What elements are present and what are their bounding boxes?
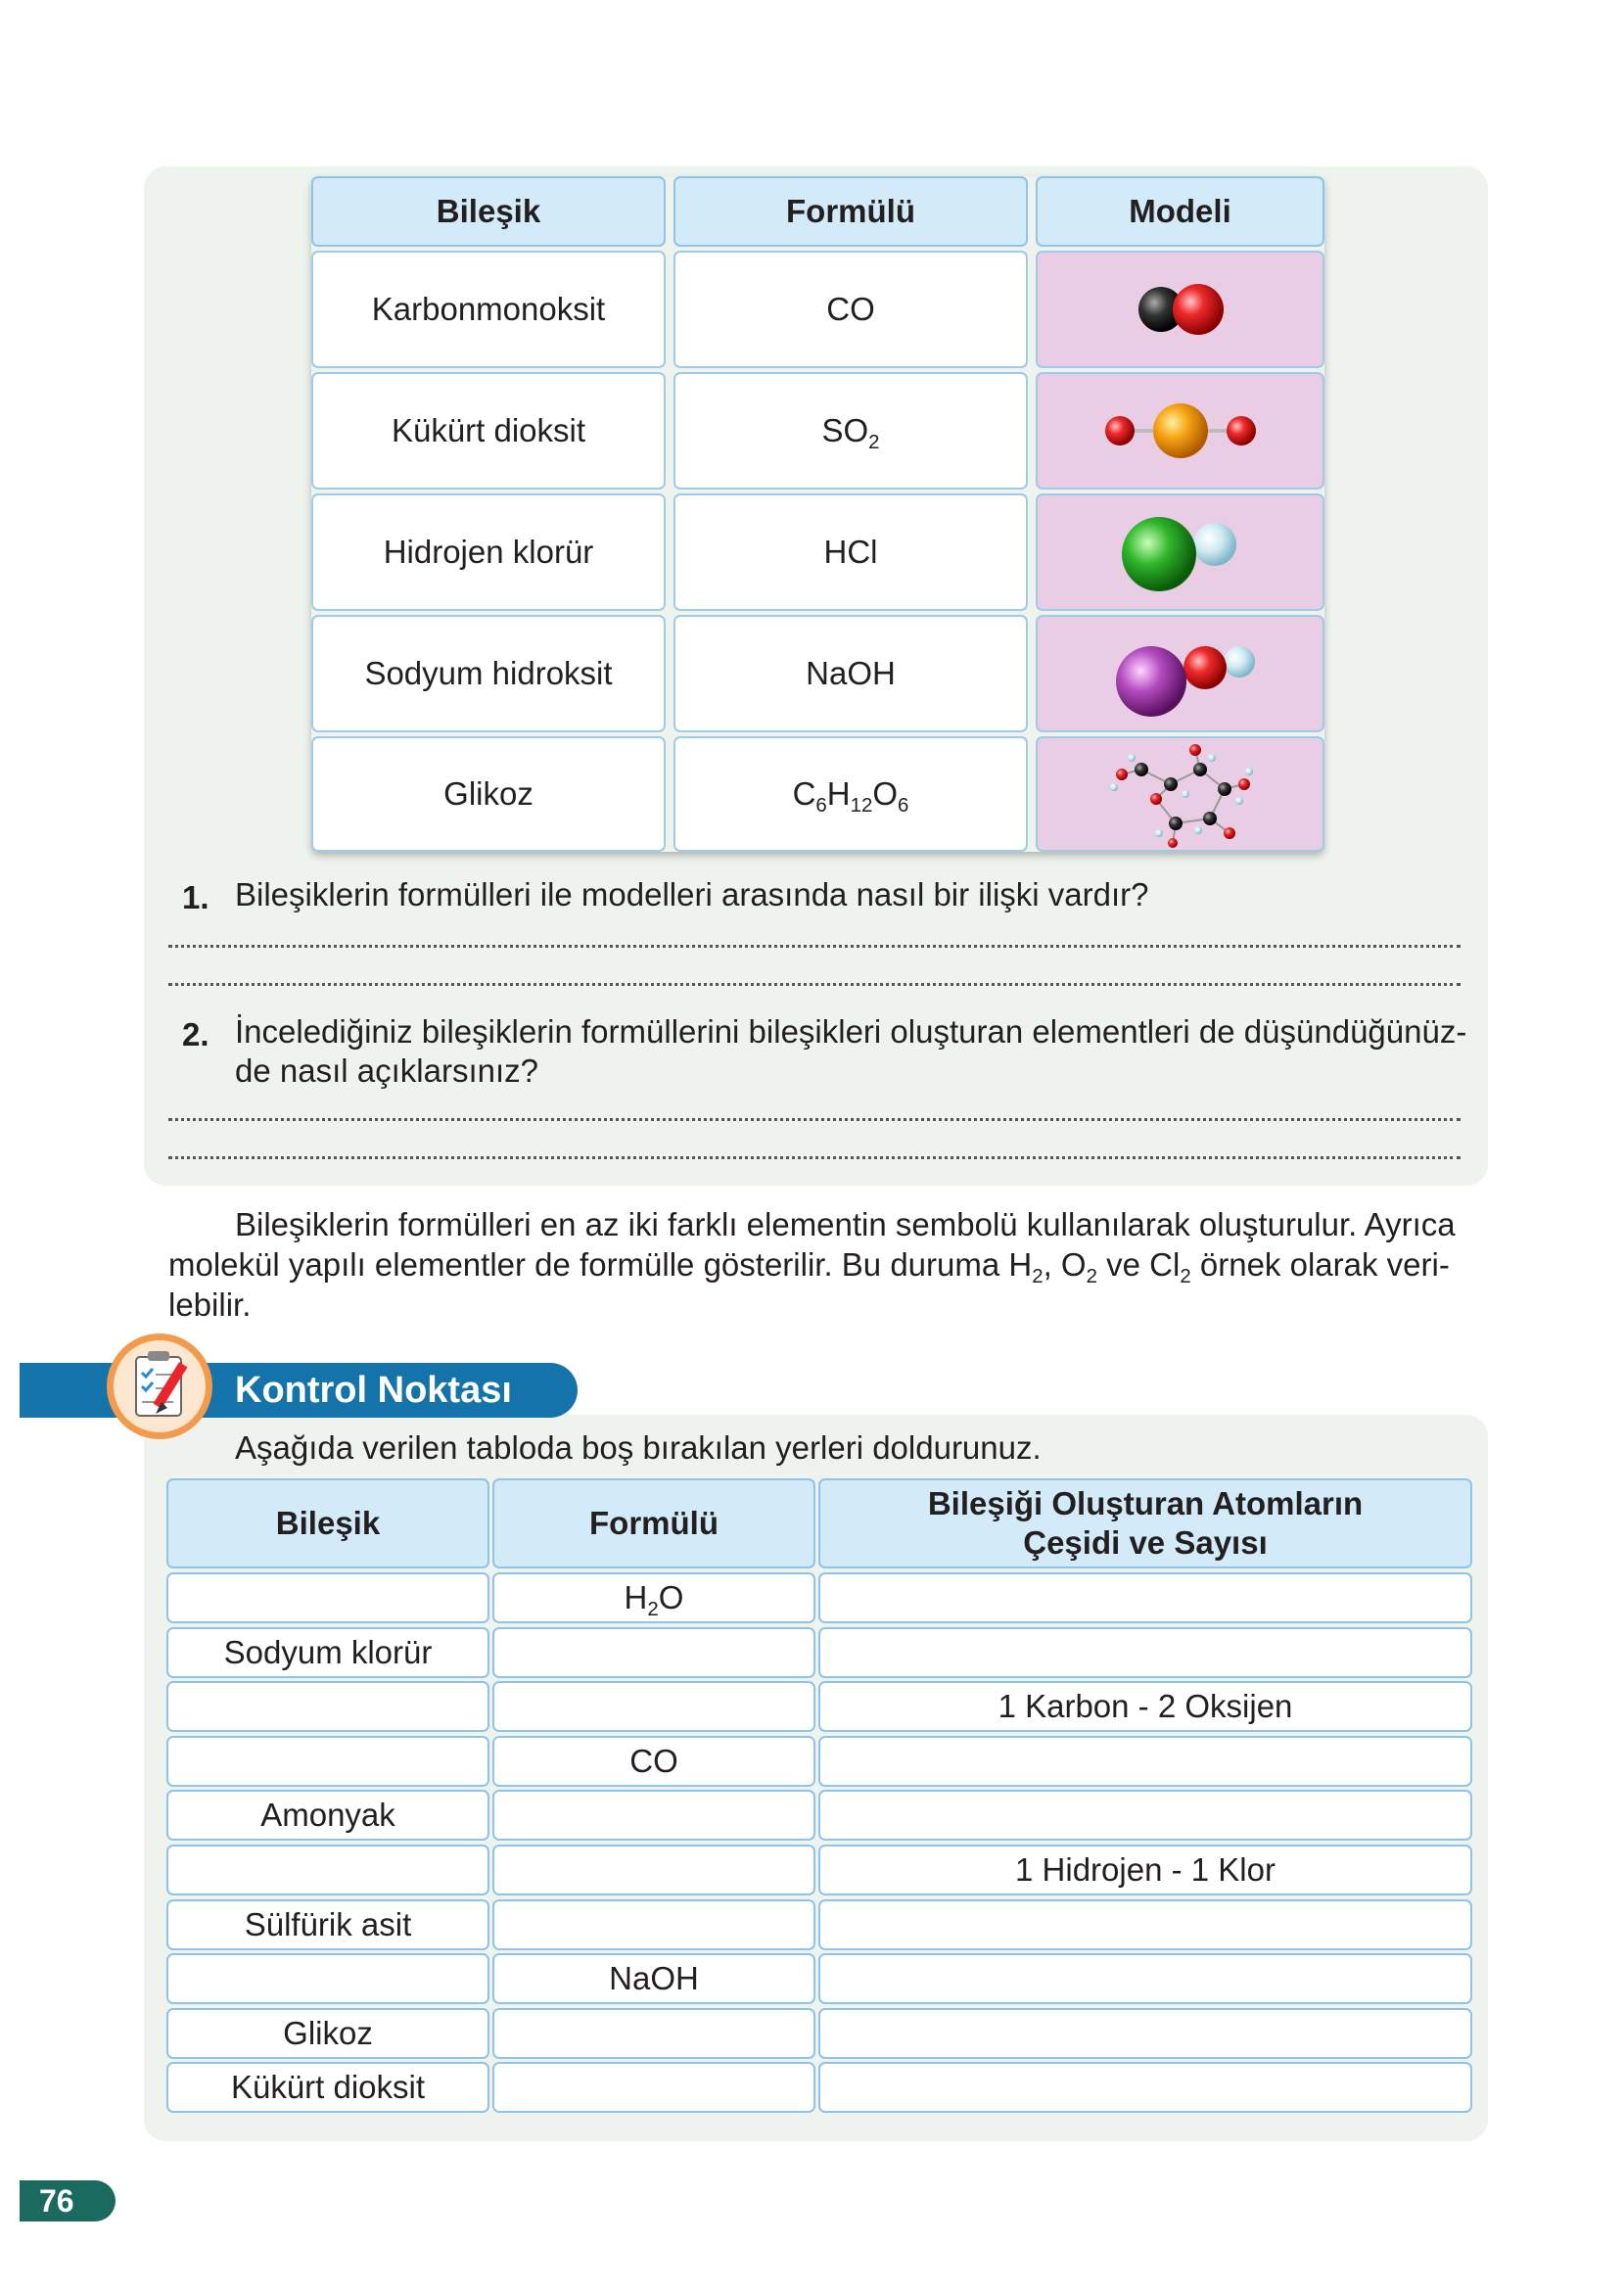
table2-compound-cell[interactable]: Sodyum klorür	[166, 1627, 489, 1678]
table1-model-cell	[1036, 736, 1324, 852]
co-molecule-model-icon	[1112, 270, 1249, 349]
table1-header-model: Modeli	[1036, 176, 1324, 247]
paragraph-line: Bileşiklerin formülleri en az iki farklı elementin sembolü kullanılarak oluşturulur. Ayrıca	[235, 1206, 1456, 1242]
table2-atoms-cell[interactable]	[818, 1627, 1472, 1678]
glucose-molecule-model-icon	[1102, 740, 1259, 848]
formula-text: $C_6H_{12}O_6$	[792, 775, 909, 818]
answer-line[interactable]	[168, 983, 1461, 986]
table2-formula-cell[interactable]	[492, 1845, 815, 1895]
answer-line[interactable]	[168, 1118, 1461, 1121]
table2-formula-cell[interactable]	[492, 1627, 815, 1678]
table2-formula-cell[interactable]: NaOH	[492, 1953, 815, 2004]
table1-formula-cell: HCl	[673, 493, 1028, 611]
table2-atoms-cell[interactable]	[818, 1790, 1472, 1841]
table1-header-formula: Formülü	[673, 176, 1028, 247]
question-text: de nasıl açıklarsınız?	[235, 1052, 538, 1089]
table1-formula-cell	[673, 736, 1028, 852]
paragraph-line: molekül yapılı elementler de formülle gösterilir. Bu duruma $H_2$, $O_2$ ve $Cl_2$ örnek olarak veri-	[168, 1246, 1450, 1288]
question-number: 2.	[182, 1016, 209, 1052]
formula-text: $SO_2$	[821, 412, 880, 454]
table2-atoms-cell[interactable]	[818, 1736, 1472, 1787]
table2-formula-cell[interactable]	[492, 1681, 815, 1732]
table1-model-cell	[1036, 251, 1324, 368]
table2-compound-cell[interactable]	[166, 1736, 489, 1787]
table2-compound-cell[interactable]	[166, 1953, 489, 2004]
table2-formula-cell[interactable]: CO	[492, 1736, 815, 1787]
table2-compound-cell[interactable]	[166, 1845, 489, 1895]
table2-atoms-cell[interactable]: 1 Karbon - 2 Oksijen	[818, 1681, 1472, 1732]
page-number: 76	[20, 2180, 116, 2221]
table1-formula-cell: CO	[673, 251, 1028, 368]
header-line: Bileşiği Oluşturan Atomların	[927, 1485, 1364, 1521]
question-number: 1.	[182, 879, 209, 915]
table2-atoms-cell[interactable]	[818, 2008, 1472, 2059]
table2-formula-cell[interactable]	[492, 1899, 815, 1950]
table1-model-cell	[1036, 615, 1324, 732]
table2-header-formula: Formülü	[492, 1478, 815, 1568]
kontrol-title: Kontrol Noktası	[235, 1370, 512, 1411]
table1-formula-cell	[673, 372, 1028, 490]
answer-line[interactable]	[168, 1156, 1461, 1159]
table2-formula-cell[interactable]	[492, 1790, 815, 1841]
table1-formula-cell: NaOH	[673, 615, 1028, 732]
table1-model-cell	[1036, 372, 1324, 490]
answer-line[interactable]	[168, 945, 1461, 948]
table1-compound-cell: Hidrojen klorür	[311, 493, 666, 611]
clipboard-pencil-icon	[105, 1332, 214, 1441]
table1-compound-cell: Kükürt dioksit	[311, 372, 666, 490]
table2-compound-cell[interactable]	[166, 1572, 489, 1623]
kontrol-instruction: Aşağıda verilen tabloda boş bırakılan yerleri doldurunuz.	[235, 1429, 1042, 1466]
table2-formula-cell[interactable]	[492, 1572, 815, 1623]
table2-atoms-cell[interactable]: 1 Hidrojen - 1 Klor	[818, 1845, 1472, 1895]
table2-atoms-cell[interactable]	[818, 2062, 1472, 2113]
table2-atoms-cell[interactable]	[818, 1572, 1472, 1623]
explanation-paragraph	[168, 1204, 1462, 1325]
table2-atoms-cell[interactable]	[818, 1953, 1472, 2004]
formula-text: $H_2O$	[624, 1579, 684, 1621]
table1-compound-cell: Sodyum hidroksit	[311, 615, 666, 732]
table1-compound-cell: Karbonmonoksit	[311, 251, 666, 368]
hcl-molecule-model-icon	[1102, 503, 1259, 601]
table2-compound-cell[interactable]: Glikoz	[166, 2008, 489, 2059]
paragraph-line: lebilir.	[168, 1286, 252, 1323]
table2-formula-cell[interactable]	[492, 2008, 815, 2059]
table2-header-compound: Bileşik	[166, 1478, 489, 1568]
naoh-molecule-model-icon	[1092, 625, 1269, 723]
question-text: İncelediğiniz bileşiklerin formüllerini bileşikleri oluşturan elementleri de düşündüğünüz-	[235, 1013, 1467, 1050]
table2-formula-cell[interactable]	[492, 2062, 815, 2113]
table1-header-compound: Bileşik	[311, 176, 666, 247]
table2-compound-cell[interactable]	[166, 1681, 489, 1732]
table2-compound-cell[interactable]: Amonyak	[166, 1790, 489, 1841]
table2-header-atoms	[818, 1478, 1472, 1568]
table2-compound-cell[interactable]: Kükürt dioksit	[166, 2062, 489, 2113]
question-text: Bileşiklerin formülleri ile modelleri arasında nasıl bir ilişki vardır?	[235, 876, 1149, 912]
header-line: Çeşidi ve Sayısı	[1023, 1524, 1268, 1561]
so2-molecule-model-icon	[1083, 392, 1278, 470]
table1-model-cell	[1036, 493, 1324, 611]
table1-compound-cell: Glikoz	[311, 736, 666, 852]
table2-compound-cell[interactable]: Sülfürik asit	[166, 1899, 489, 1950]
table2-atoms-cell[interactable]	[818, 1899, 1472, 1950]
